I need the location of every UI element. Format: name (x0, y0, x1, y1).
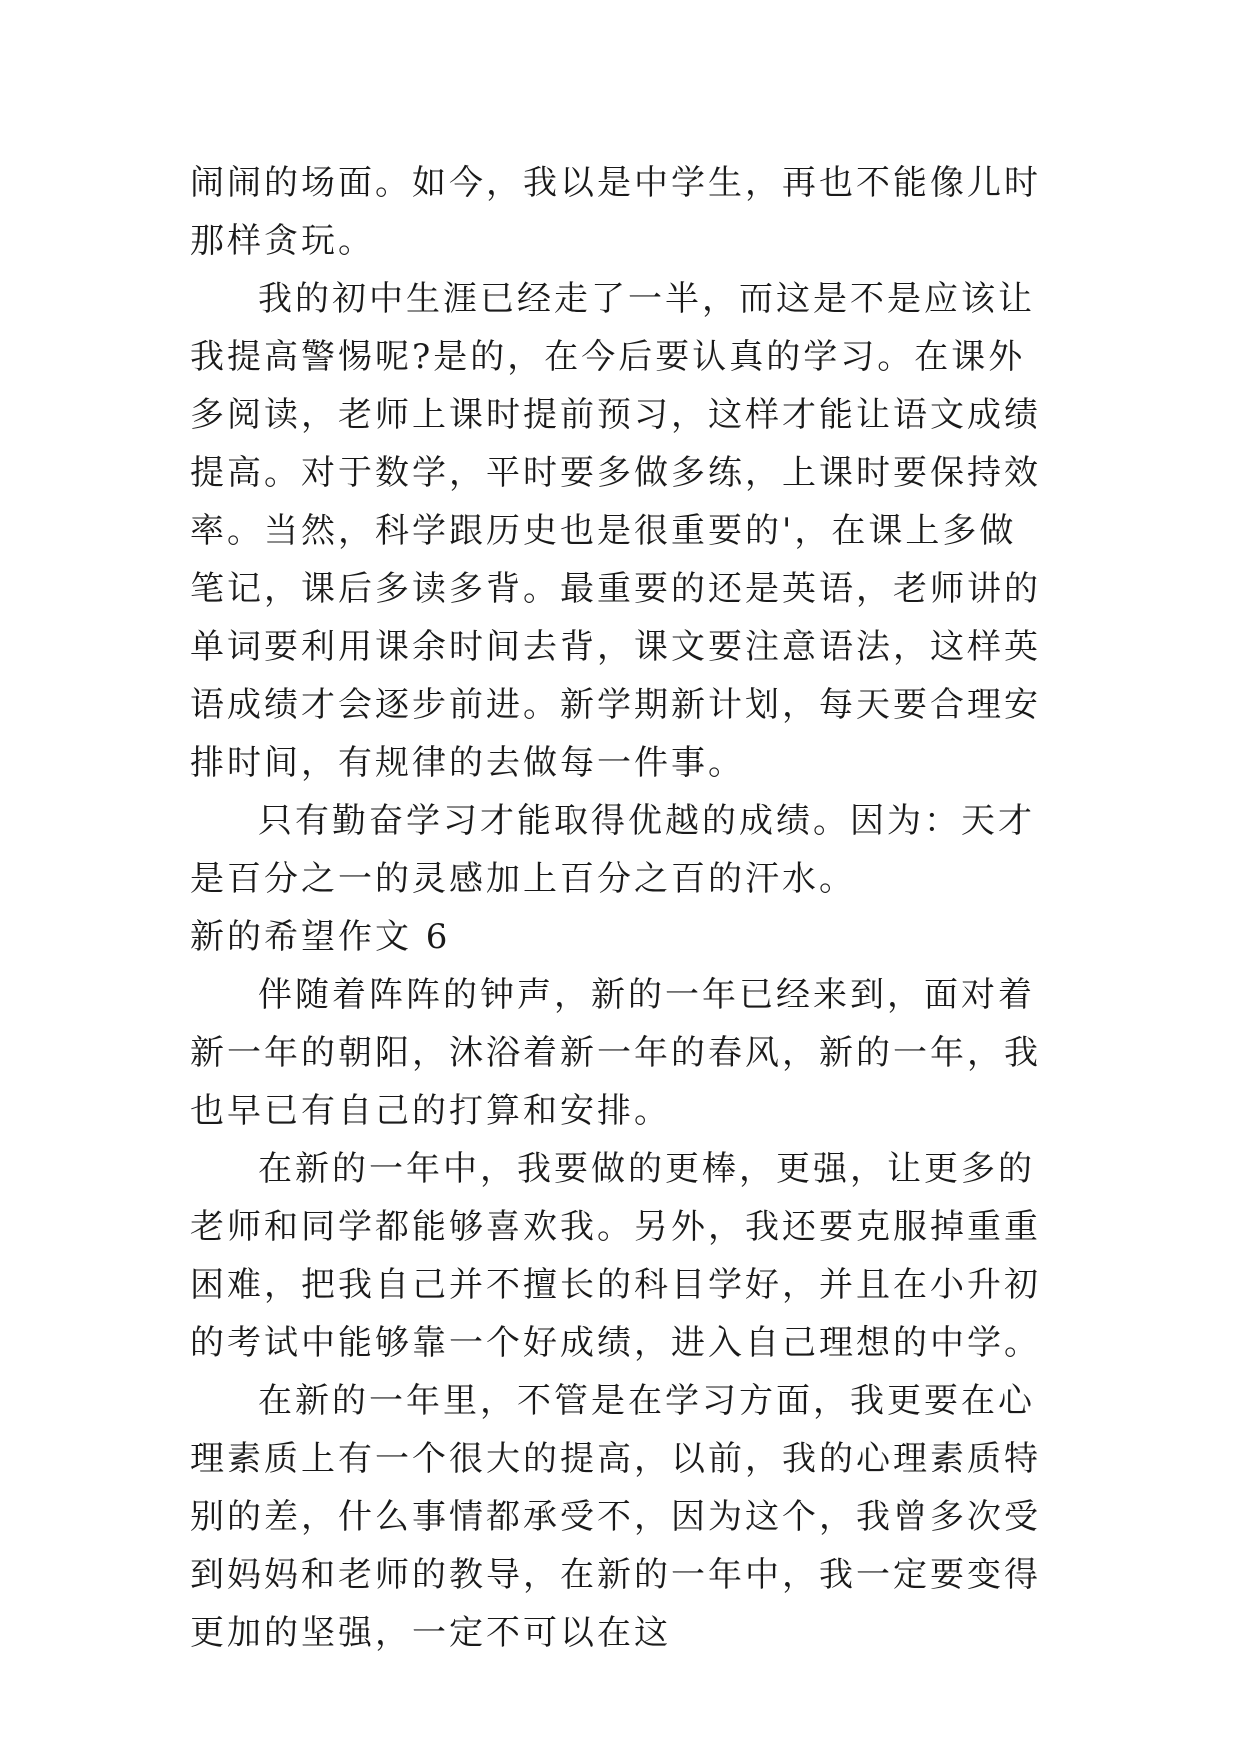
essay-heading: 新的希望作文 6 (190, 917, 451, 957)
paragraph-study-plan: 我的初中生涯已经走了一半，而这是不是应该让我提高警惕呢?是的，在今后要认真的学习。在课外多阅读，老师上课时提前预习，这样才能让语文成绩提高。对于数学，平时要多做多练，上课时要保持效率。当然，科学跟历史也是很重要的'，在课上多做笔记，课后多读多背。最重要的还是英语，老师讲的单词要利用课余时间去背，课文要注意语法，这样英语成绩才会逐步前进。新学期新计划，每天要合理安排时间，有规律的去做每一件事。 (190, 279, 1041, 783)
paragraph-continuation: 闹闹的场面。如今，我以是中学生，再也不能像儿时那样贪玩。 (190, 163, 1041, 261)
document-body (190, 154, 1050, 1662)
paragraph-goals: 在新的一年中，我要做的更棒，更强，让更多的老师和同学都能够喜欢我。另外，我还要克服掉重重困难，把我自己并不擅长的科目学好，并且在小升初的考试中能够靠一个好成绩，进入自己理想的中学。 (190, 1149, 1041, 1363)
paragraph-mindset: 在新的一年里，不管是在学习方面，我更要在心理素质上有一个很大的提高，以前，我的心理素质特别的差，什么事情都承受不，因为这个，我曾多次受到妈妈和老师的教导，在新的一年中，我一定要变得更加的坚强，一定不可以在这 (190, 1381, 1041, 1653)
paragraph-diligence: 只有勤奋学习才能取得优越的成绩。因为：天才是百分之一的灵感加上百分之百的汗水。 (190, 801, 1035, 899)
paragraph-new-year: 伴随着阵阵的钟声，新的一年已经来到，面对着新一年的朝阳，沐浴着新一年的春风，新的一年，我也早已有自己的打算和安排。 (190, 975, 1041, 1131)
